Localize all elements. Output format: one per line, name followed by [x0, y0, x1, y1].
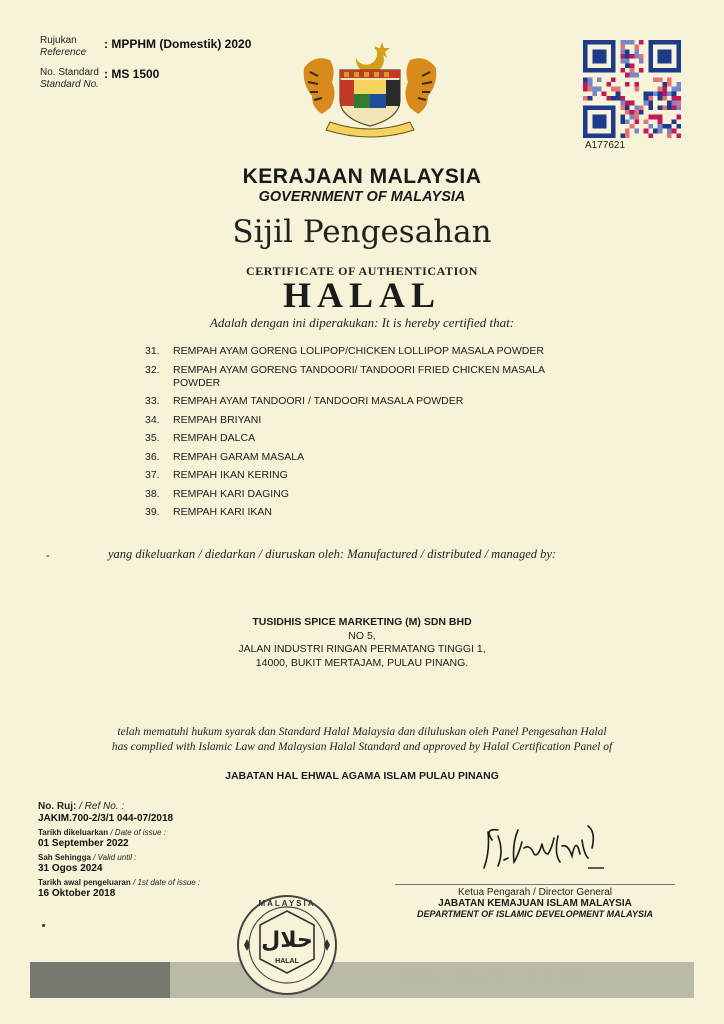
- rujukan-label: Rujukan Reference: [40, 35, 87, 58]
- list-item: 34. REMPAH BRIYANI: [145, 413, 262, 426]
- serial-number: A177621: [585, 140, 626, 151]
- footer-watermark: BOLINAN JAKIM: [400, 966, 585, 988]
- product-list: [145, 345, 575, 525]
- list-item: 38. REMPAH KARI DAGING: [145, 487, 289, 500]
- government-title-my: KERAJAAN MALAYSIA: [242, 165, 482, 188]
- manufactured-by-statement: yang dikeluarkan / diedarkan / diuruskan oleh: Manufactured / distributed / managed by:: [108, 547, 557, 561]
- certificate-title: Sijil Pengesahan: [232, 214, 492, 250]
- issue-date-value: 01 September 2022: [38, 838, 129, 849]
- company-address-line: 14000, BUKIT MERTAJAM, PULAU PINANG.: [255, 656, 469, 669]
- standard-value: : MS 1500: [104, 67, 160, 81]
- footer-band-dark: [30, 962, 170, 998]
- certificate-subtitle: CERTIFICATE OF AUTHENTICATION: [245, 264, 479, 278]
- certified-statement: Adalah dengan ini diperakukan: It is hereby certified that:: [209, 315, 515, 330]
- company-address-line: JALAN INDUSTRI RINGAN PERMATANG TINGGI 1,: [238, 643, 486, 655]
- standard-label: No. Standard Standard No.: [40, 67, 99, 90]
- department-name-my: JABATAN KEMAJUAN ISLAM MALAYSIA: [438, 898, 632, 909]
- company-block: [0, 616, 724, 670]
- director-block: [395, 887, 675, 919]
- seal-arabic-text: حلال: [261, 928, 313, 953]
- list-item: 32. REMPAH AYAM GORENG TANDOORI/ TANDOORI FRIED CHICKEN MASALA POWDER: [145, 363, 545, 389]
- halal-seal-logo: [230, 893, 344, 997]
- qr-code: [583, 40, 681, 138]
- director-title: Ketua Pengarah / Director General: [458, 887, 612, 898]
- government-title-en: GOVERNMENT OF MALAYSIA: [258, 189, 466, 205]
- certificate-details: [38, 801, 298, 903]
- list-item: 31. REMPAH AYAM GORENG LOLIPOP/CHICKEN LOLLIPOP MASALA POWDER: [145, 345, 544, 357]
- issue-date-label: Tarikh dikeluarkan / Date of issue :: [38, 828, 166, 837]
- list-item: 35. REMPAH DALCA: [145, 432, 256, 444]
- director-signature: [478, 818, 608, 873]
- coat-of-arms-emblem: [296, 38, 444, 138]
- list-item: 37. REMPAH IKAN KERING: [145, 469, 288, 481]
- compliance-statement: telah mematuhi hukum syarak dan Standard Halal Malaysia dan diluluskan oleh Panel Pengesahan Halal has complied with Islamic Law and Malaysian Halal Standard and approved by Halal Certification Panel of: [111, 726, 613, 753]
- certifying-authority: JABATAN HAL EHWAL AGAMA ISLAM PULAU PINANG: [225, 770, 499, 782]
- ref-no-value: JAKIM.700-2/3/1 044-07/2018: [38, 813, 174, 824]
- seal-center-text: HALAL: [275, 958, 299, 965]
- halal-heading: HALAL: [282, 275, 442, 315]
- list-item: 36. REMPAH GARAM MASALA: [145, 450, 305, 463]
- valid-until-label: Sah Sehingga / Valid until :: [38, 853, 137, 862]
- first-issue-value: 16 Oktober 2018: [38, 888, 116, 899]
- department-name-en: DEPARTMENT OF ISLAMIC DEVELOPMENT MALAYSIA: [416, 909, 653, 919]
- list-item: 33. REMPAH AYAM TANDOORI / TANDOORI MASALA POWDER: [145, 395, 464, 407]
- valid-until-value: 31 Ogos 2024: [38, 863, 103, 874]
- company-address-line: NO 5,: [348, 629, 376, 642]
- bullet-dot: [42, 924, 45, 927]
- company-name: TUSIDHIS SPICE MARKETING (M) SDN BHD: [252, 616, 472, 628]
- dash-mark: -: [46, 550, 50, 562]
- seal-ring-text: MALAYSIA: [258, 899, 316, 908]
- rujukan-value: : MPPHM (Domestik) 2020: [104, 37, 252, 51]
- first-issue-label: Tarikh awal pengeluaran / 1st date of issue :: [38, 878, 201, 887]
- signature-line: [395, 884, 675, 885]
- ref-no-label: No. Ruj: / Ref No. :: [38, 801, 125, 812]
- list-item: 39. REMPAH KARI IKAN: [145, 506, 272, 518]
